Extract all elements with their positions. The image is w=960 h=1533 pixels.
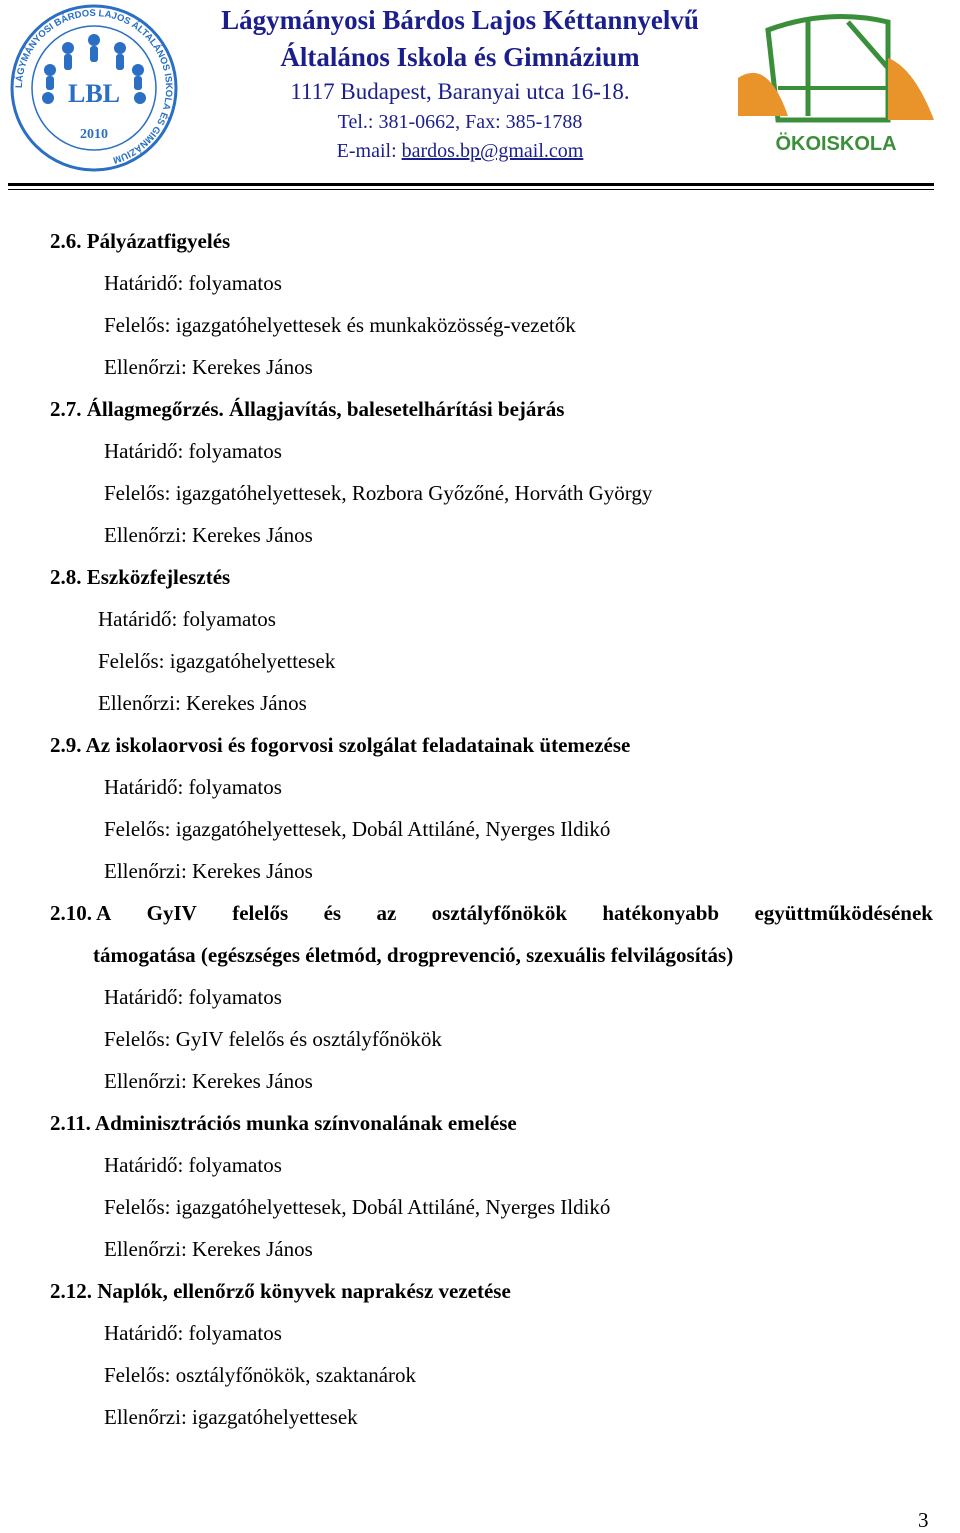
heading-word: GyIV (146, 901, 197, 925)
school-name-line1: Lágymányosi Bárdos Lajos Kéttannyelvű (221, 5, 699, 35)
responsible-line: Felelős: igazgatóhelyettesek és munkaközösség-vezetők (104, 313, 576, 337)
school-phone: Tel.: 381-0662, Fax: 385-1788 (337, 111, 583, 133)
section-heading-justified (50, 899, 933, 927)
page-number: 3 (918, 1508, 929, 1532)
eco-school-label: ÖKOISKOLA (775, 133, 897, 155)
deadline-line: Határidő: folyamatos (104, 1321, 282, 1345)
document-header (0, 0, 960, 195)
section-heading: 2.9. Az iskolaorvosi és fogorvosi szolgálat feladatainak ütemezése (50, 733, 631, 757)
checker-line: Ellenőrzi: Kerekes János (98, 691, 307, 715)
email-label: E-mail: (336, 140, 402, 162)
responsible-line: Felelős: igazgatóhelyettesek, Dobál Attiláné, Nyerges Ildikó (104, 817, 611, 841)
heading-word: hatékonyabb (602, 901, 720, 925)
checker-line: Ellenőrzi: Kerekes János (104, 523, 313, 547)
heading-word: osztályfőnökök (431, 901, 567, 925)
heading-word: 2.10. A (50, 901, 112, 925)
deadline-line: Határidő: folyamatos (104, 775, 282, 799)
checker-line: Ellenőrzi: igazgatóhelyettesek (104, 1405, 358, 1429)
school-logo-year: 2010 (80, 127, 108, 142)
section-heading: 2.7. Állagmegőrzés. Állagjavítás, balesetelhárítási bejárás (50, 397, 565, 421)
deadline-line: Határidő: folyamatos (104, 1153, 282, 1177)
section-heading: 2.12. Naplók, ellenőrző könyvek naprakész vezetése (50, 1279, 511, 1303)
responsible-line: Felelős: GyIV felelős és osztályfőnökök (104, 1027, 442, 1051)
school-logo-ring-text: LÁGYMÁNYOSI BÁRDOS LAJOS ÁLTALÁNOS ISKOLA ÉS GIMNÁZIUM (13, 7, 175, 166)
school-logo (8, 2, 180, 174)
responsible-line: Felelős: igazgatóhelyettesek, Dobál Attiláné, Nyerges Ildikó (104, 1195, 611, 1219)
school-email-line (190, 137, 730, 166)
checker-line: Ellenőrzi: Kerekes János (104, 1237, 313, 1261)
deadline-line: Határidő: folyamatos (104, 271, 282, 295)
deadline-line: Határidő: folyamatos (104, 439, 282, 463)
checker-line: Ellenőrzi: Kerekes János (104, 859, 313, 883)
school-address: 1117 Budapest, Baranyai utca 16-18. (290, 79, 630, 104)
school-name-line2: Általános Iskola és Gimnázium (280, 42, 640, 72)
school-logo-letters: LBL (67, 79, 121, 108)
section-heading-continuation: támogatása (egészséges életmód, drogprevenció, szexuális felvilágosítás) (93, 943, 734, 967)
header-divider-thick (8, 183, 934, 186)
school-info (190, 2, 730, 166)
responsible-line: Felelős: igazgatóhelyettesek (98, 649, 336, 673)
deadline-line: Határidő: folyamatos (98, 607, 276, 631)
section-heading: 2.8. Eszközfejlesztés (50, 565, 231, 589)
responsible-line: Felelős: osztályfőnökök, szaktanárok (104, 1363, 417, 1387)
heading-word: az (376, 901, 397, 925)
eco-school-logo (738, 8, 934, 158)
checker-line: Ellenőrzi: Kerekes János (104, 355, 313, 379)
email-link[interactable]: bardos.bp@gmail.com (401, 140, 584, 162)
heading-word: és (323, 901, 342, 925)
responsible-line: Felelős: igazgatóhelyettesek, Rozbora Győzőné, Horváth György (104, 481, 653, 505)
heading-word: felelős (232, 901, 289, 925)
section-heading: 2.11. Adminisztrációs munka színvonalának emelése (50, 1111, 517, 1135)
deadline-line: Határidő: folyamatos (104, 985, 282, 1009)
header-divider-thin (8, 189, 934, 190)
checker-line: Ellenőrzi: Kerekes János (104, 1069, 313, 1093)
heading-word: együttműködésének (754, 901, 933, 925)
section-heading: 2.6. Pályázatfigyelés (50, 229, 231, 253)
